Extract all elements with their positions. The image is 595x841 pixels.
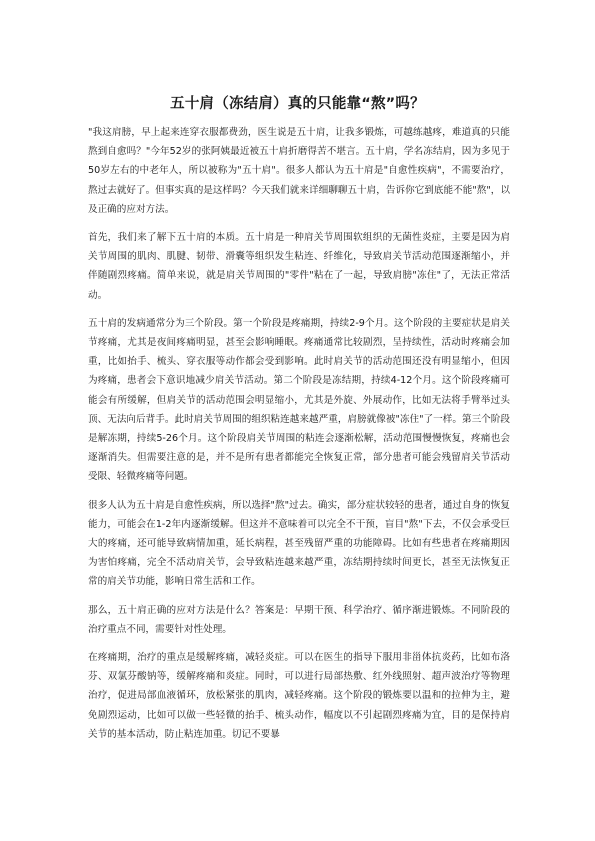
article-body (88, 123, 510, 753)
paragraph-definition: 首先，我们来了解下五十肩的本质。五十肩是一种肩关节周围软组织的无菌性炎症，主要是因为肩关节周围的肌肉、肌腱、韧带、滑囊等组织发生粘连、纤维化，导致肩关节活动范围逐渐缩小，并伴随剧烈疼痛。简单来说，就是肩关节周围的"零件"粘在了一起，导致肩膀"冻住"了，无法正常活动。 (88, 232, 510, 301)
paragraph-intro: "我这肩膀，早上起来连穿衣服都费劲，医生说是五十肩，让我多锻炼，可越练越疼，难道真的只能熬到自愈吗？"今年52岁的张阿姨最近被五十肩折磨得苦不堪言。五十肩，学名冻结肩，因为多见于50岁左右的中老年人，所以被称为"五十肩"。很多人都认为五十肩是"自愈性疾病"，不需要治疗，熬过去就好了。但事实真的是这样吗？今天我们就来详细聊聊五十肩，告诉你它到底能不能"熬"，以及正确的应对方法。 (88, 127, 510, 215)
paragraph-treatment-overview: 那么，五十肩正确的应对方法是什么？答案是：早期干预、科学治疗、循序渐进锻炼。不同阶段的治疗重点不同，需要针对性处理。 (88, 604, 510, 635)
paragraph-stages: 五十肩的发病通常分为三个阶段。第一个阶段是疼痛期，持续2-9个月。这个阶段的主要症状是肩关节疼痛，尤其是夜间疼痛明显，甚至会影响睡眠。疼痛通常比较剧烈，呈持续性，活动时疼痛会加重，比如抬手、梳头、穿衣服等动作都会受到影响。此时肩关节的活动范围还没有明显缩小，但因为疼痛，患者会下意识地减少肩关节活动。第二个阶段是冻结期，持续4-12个月。这个阶段疼痛可能会有所缓解，但肩关节的活动范围会明显缩小，尤其是外旋、外展动作，比如无法将手臂举过头顶、无法向后背手。此时肩关节周围的组织粘连越来越严重，肩膀就像被"冻住"了一样。第三个阶段是解冻期，持续5-26个月。这个阶段肩关节周围的粘连会逐渐松解，活动范围慢慢恢复，疼痛也会逐渐消失。但需要注意的是，并不是所有患者都能完全恢复正常，部分患者可能会残留肩关节活动受限、轻微疼痛等问题。 (88, 317, 510, 483)
paragraph-self-healing-myth: 很多人认为五十肩是自愈性疾病，所以选择"熬"过去。确实，部分症状较轻的患者，通过自身的恢复能力，可能会在1-2年内逐渐缓解。但这并不意味着可以完全不干预，盲目"熬"下去，不仅会承受巨大的疼痛，还可能导致病情加重，延长病程，甚至残留严重的功能障碍。比如有些患者在疼痛期因为害怕疼痛，完全不活动肩关节，会导致粘连越来越严重，冻结期持续时间更长，甚至无法恢复正常的肩关节功能，影响日常生活和工作。 (88, 499, 510, 588)
paragraph-pain-stage-treatment: 在疼痛期，治疗的重点是缓解疼痛，减轻炎症。可以在医生的指导下服用非甾体抗炎药，比如布洛芬、双氯芬酸钠等，缓解疼痛和炎症。同时，可以进行局部热敷、红外线照射、超声波治疗等物理治疗，促进局部血液循环，放松紧张的肌肉，减轻疼痛。这个阶段的锻炼要以温和的拉伸为主，避免剧烈运动，比如可以做一些轻微的抬手、梳头动作，幅度以不引起剧烈疼痛为宜，目的是保持肩关节的基本活动，防止粘连加重。切记不要暴 (88, 652, 510, 740)
article-title: 五十肩（冻结肩）真的只能靠“熬”吗？ (170, 96, 425, 112)
